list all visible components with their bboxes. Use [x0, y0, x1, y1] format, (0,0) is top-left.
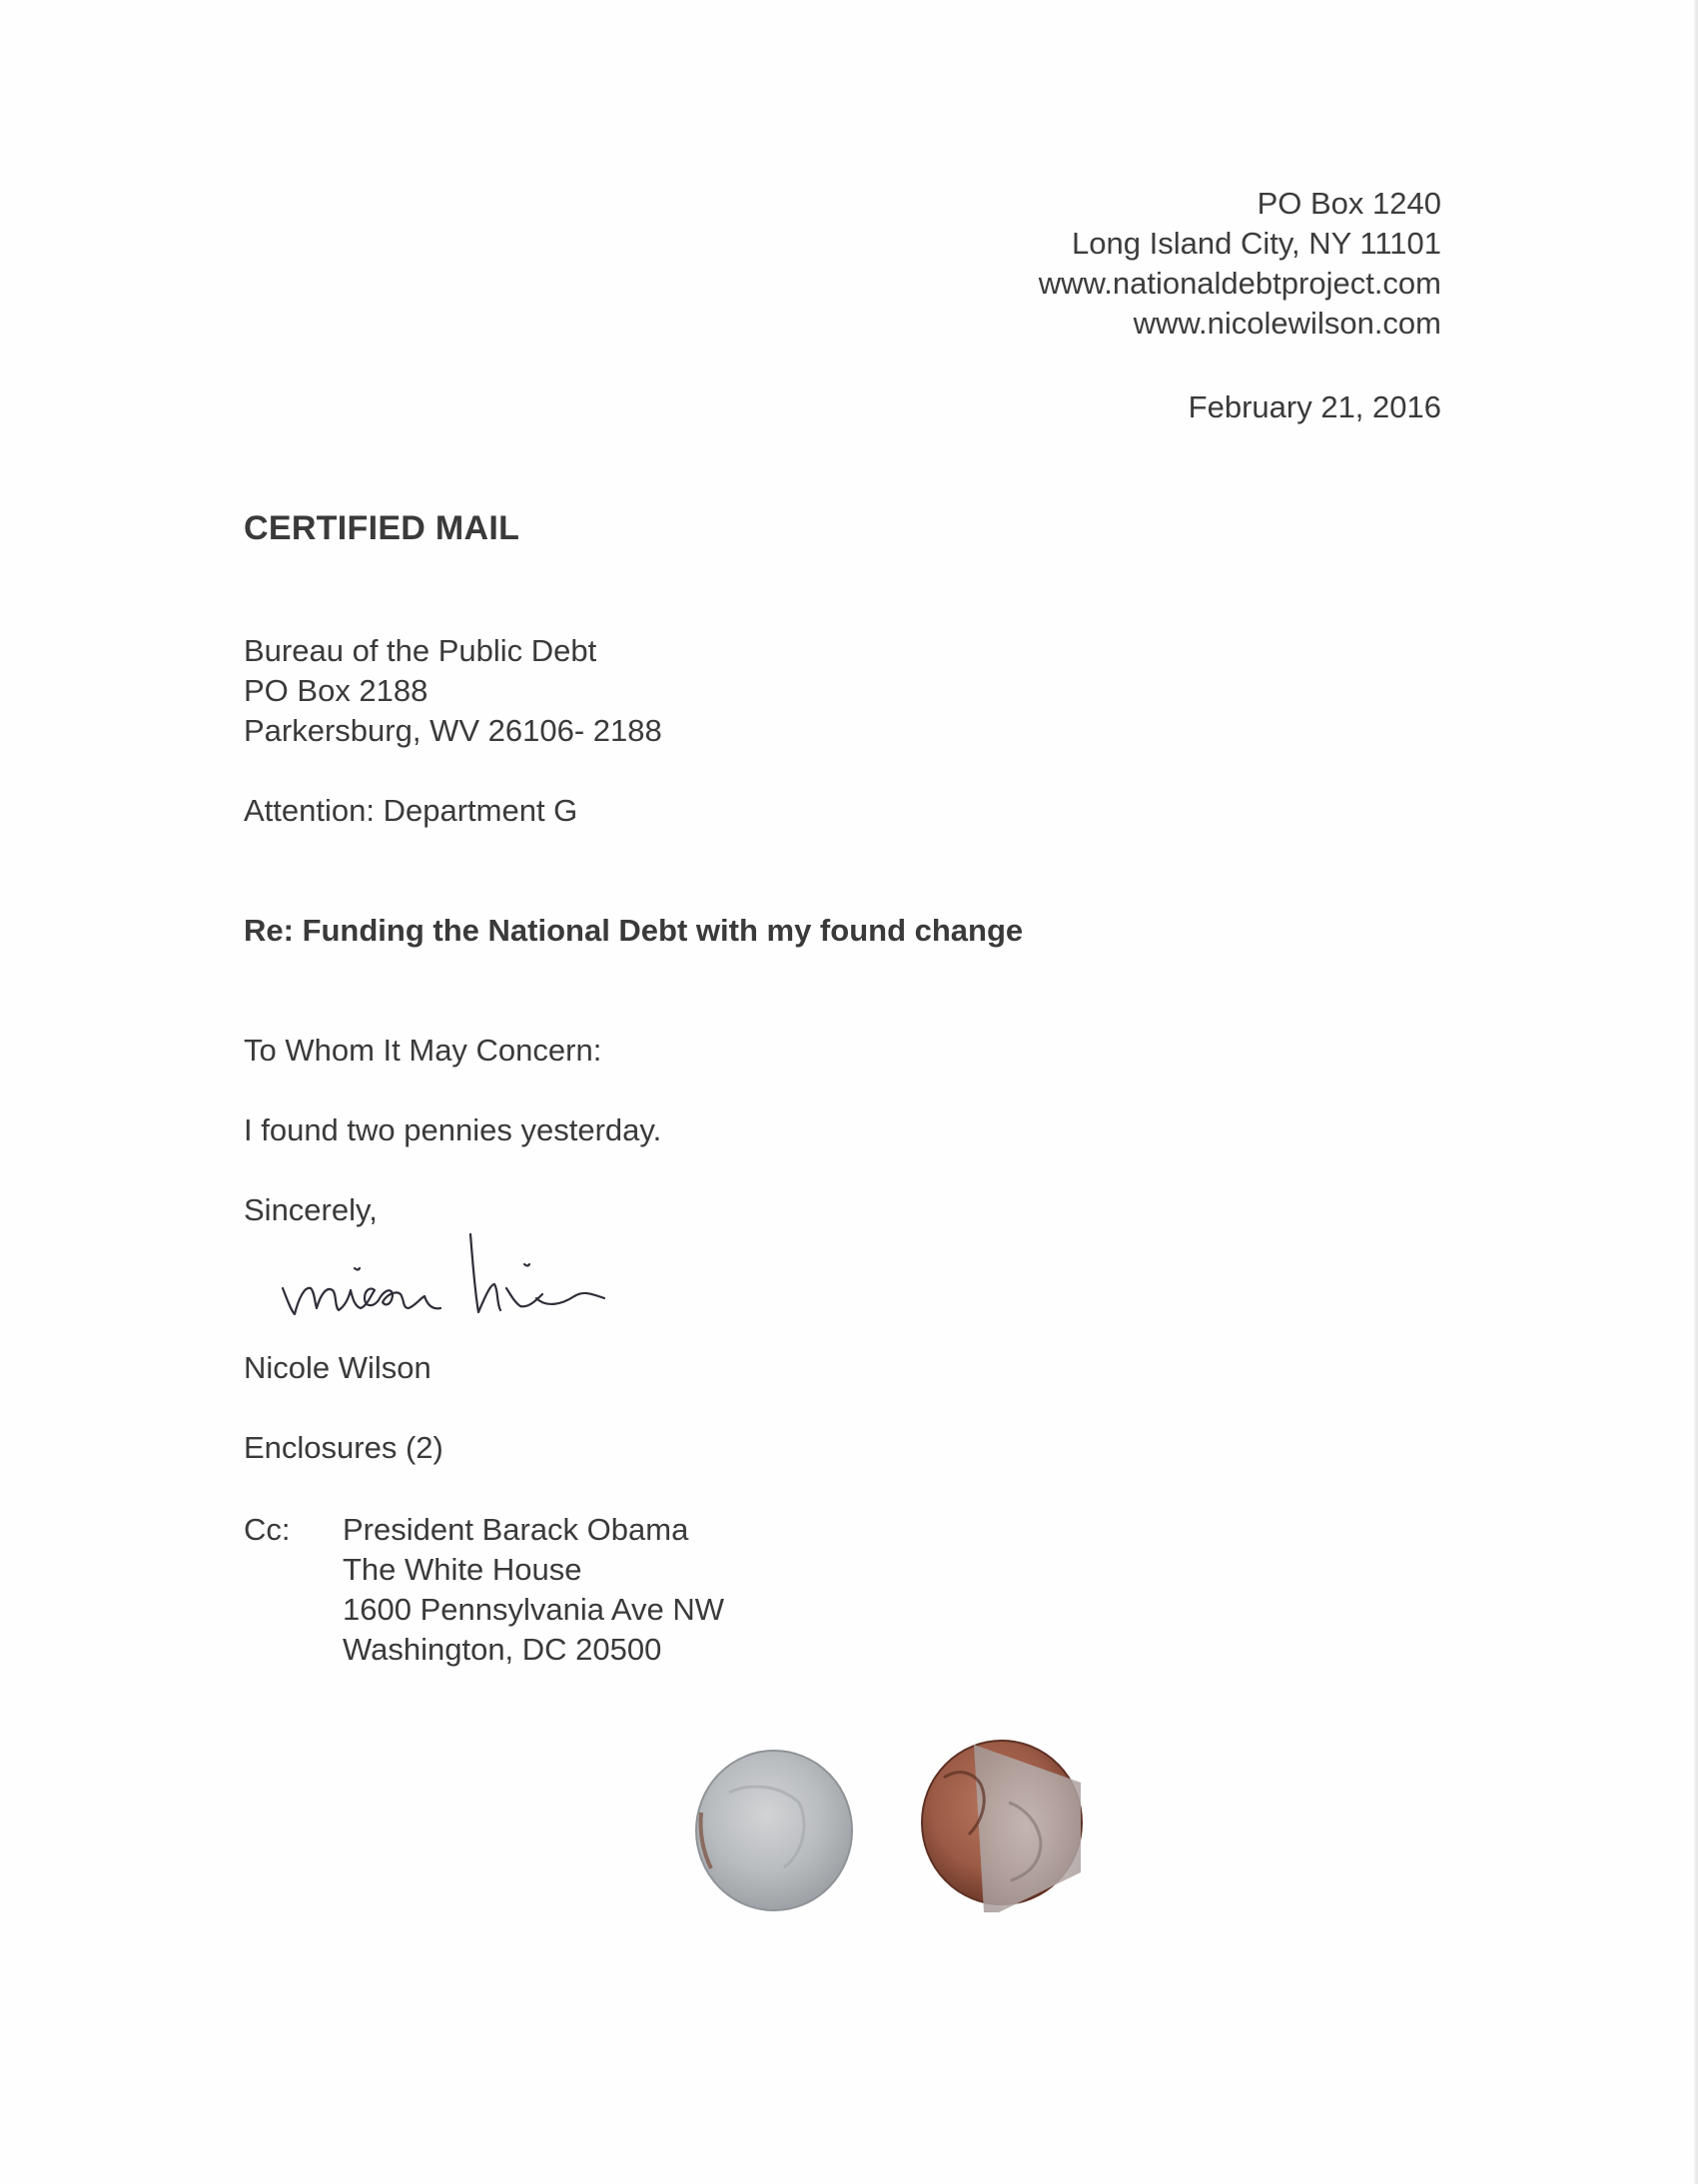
signer-name: Nicole Wilson [244, 1350, 431, 1385]
recipient-line: Parkersburg, WV 26106- 2188 [244, 713, 662, 748]
attention-line: Attention: Department G [244, 793, 578, 828]
cc-address [343, 1510, 724, 1670]
cc-block [244, 1510, 724, 1670]
handwritten-signature [275, 1228, 654, 1338]
recipient-line: PO Box 2188 [244, 673, 428, 708]
cc-line: President Barack Obama [343, 1512, 689, 1547]
certified-mail-heading: CERTIFIED MAIL [244, 509, 520, 547]
cc-label: Cc: [244, 1512, 291, 1547]
sender-line: Long Island City, NY 11101 [1072, 226, 1441, 261]
salutation: To Whom It May Concern: [244, 1033, 602, 1068]
recipient-address [244, 631, 662, 751]
sender-website: www.nicolewilson.com [1133, 306, 1441, 341]
sender-address [1039, 184, 1441, 344]
coin-left [696, 1751, 852, 1910]
subject-line: Re: Funding the National Debt with my found change [244, 913, 1024, 948]
letter-date: February 21, 2016 [1188, 389, 1441, 424]
coin-right [922, 1741, 1082, 1912]
sender-website: www.nationaldebtproject.com [1038, 266, 1441, 301]
closing: Sincerely, [244, 1192, 378, 1227]
cc-line: The White House [343, 1552, 582, 1587]
enclosures-note: Enclosures (2) [244, 1430, 443, 1465]
cc-line: Washington, DC 20500 [343, 1632, 662, 1667]
recipient-line: Bureau of the Public Debt [244, 633, 597, 668]
sender-line: PO Box 1240 [1257, 186, 1441, 221]
letter-body: I found two pennies yesterday. [244, 1112, 662, 1147]
enclosed-coins [689, 1723, 1109, 1932]
cc-line: 1600 Pennsylvania Ave NW [343, 1592, 724, 1627]
page-edge [1694, 0, 1698, 2184]
